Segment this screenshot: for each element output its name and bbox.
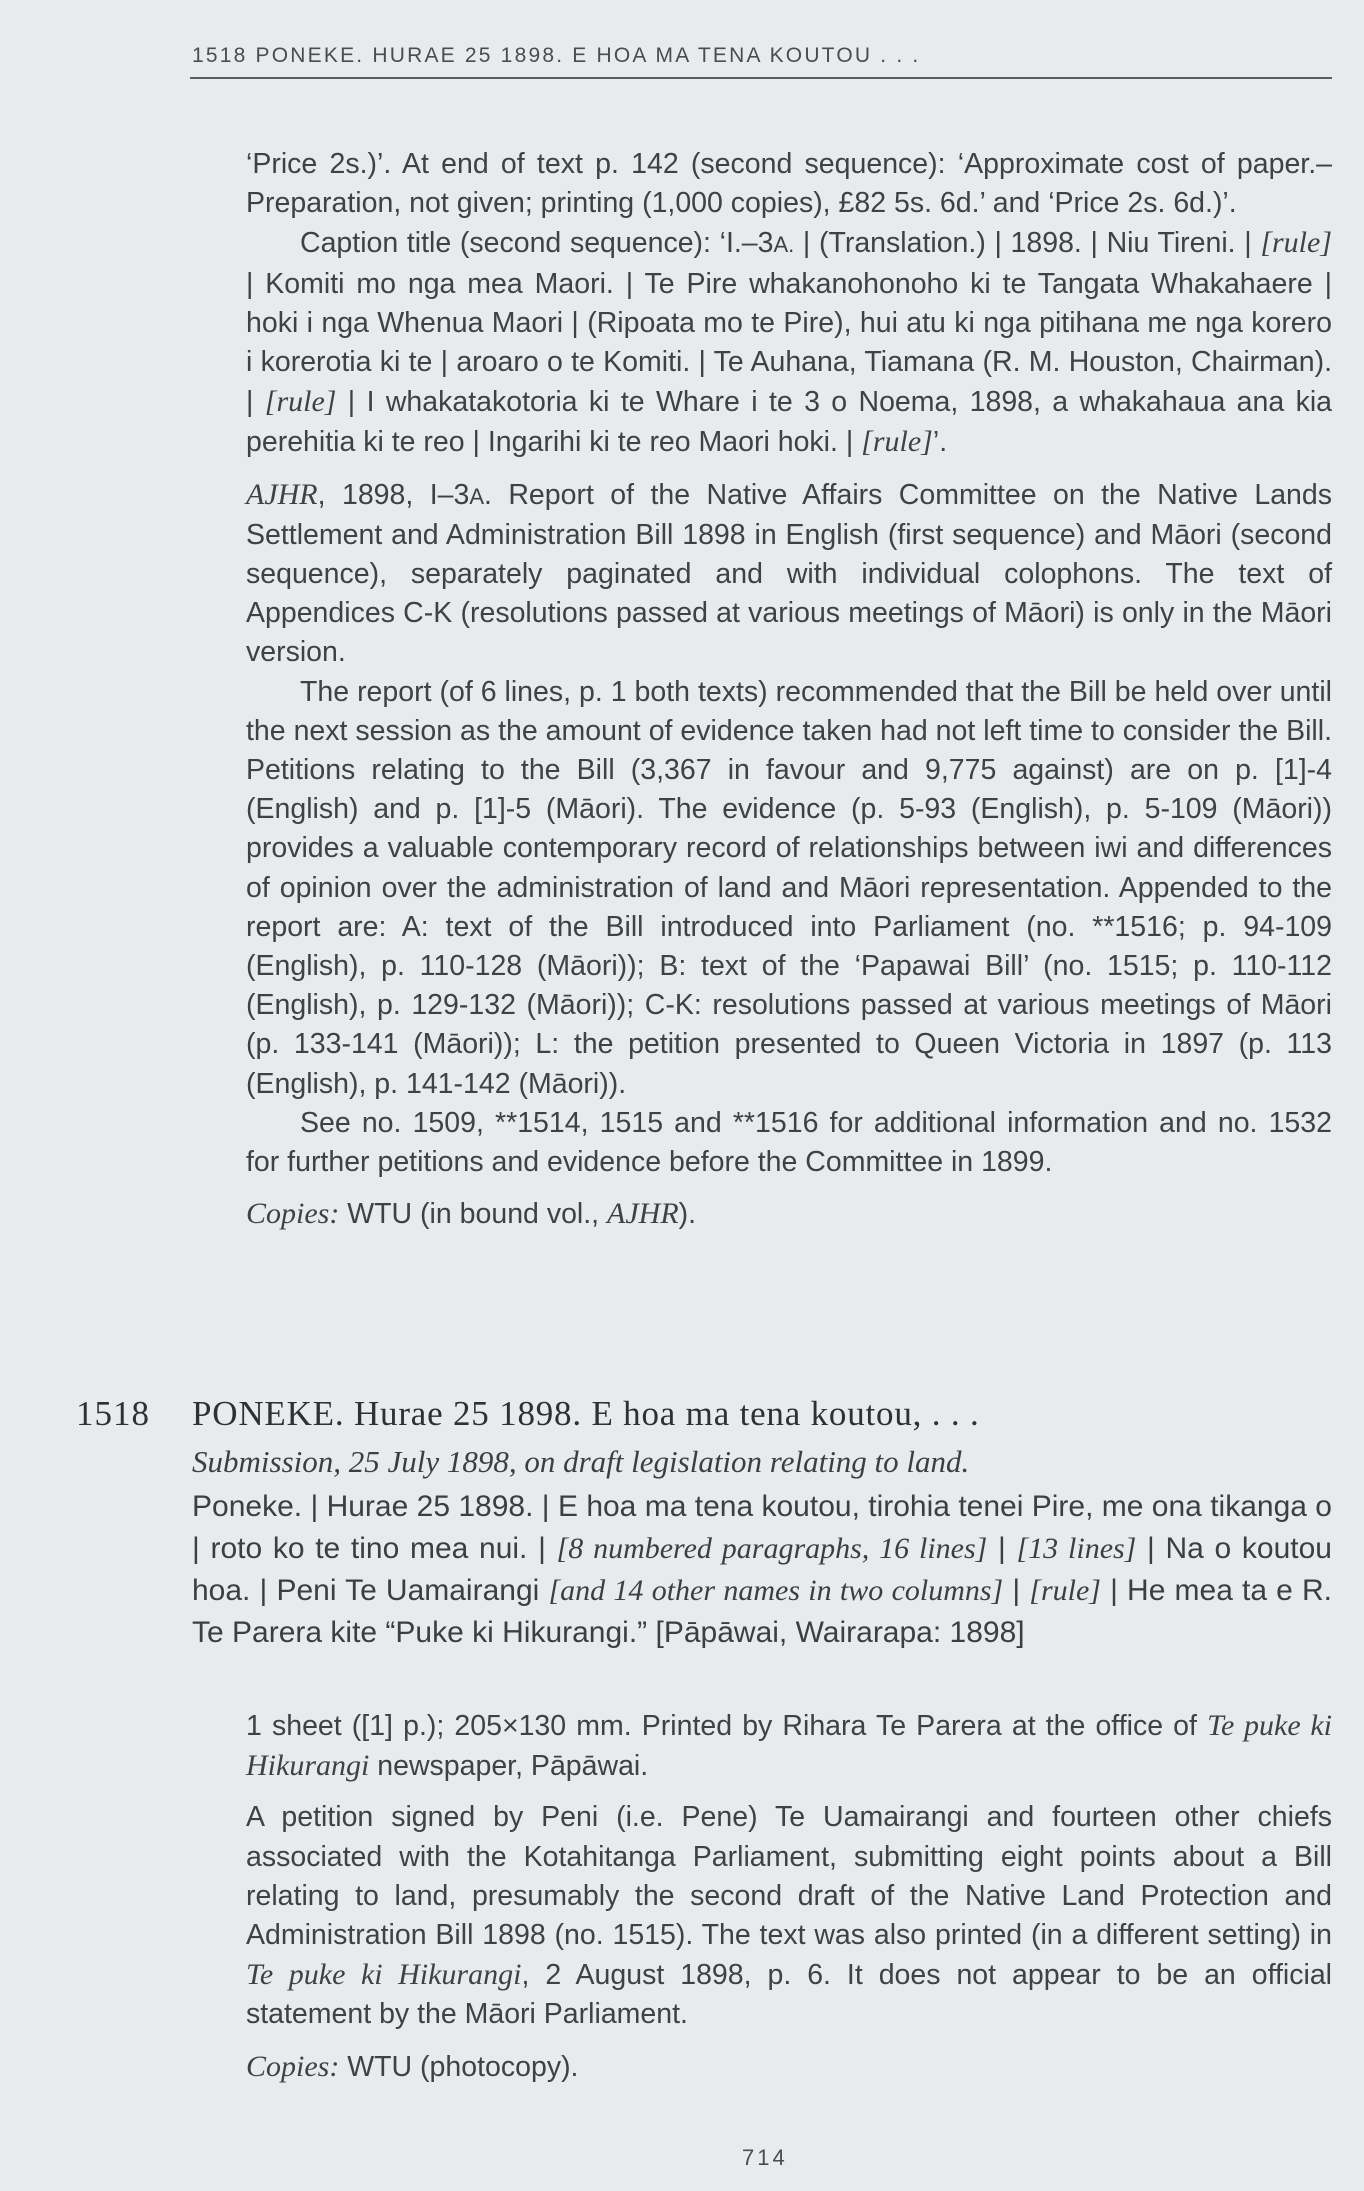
petition-description: A petition signed by Peni (i.e. Pene) Te Uamairangi and fourteen other chiefs associated with the Kotahitanga Parliament, submitting eight points about a Bill relating to land, presumably the second draft of the Native Land Protection and Administration Bill 1898 (no. 1515). The text was also printed (in a different setting) in Te puke ki Hikurangi, 2 August 1898, p. 6. It does not appear to be an official statement by the Māori Parliament.: [246, 1801, 1333, 2031]
page-number: 714: [742, 2145, 788, 2170]
entry-transcription: [192, 1486, 1332, 1654]
copies-note: Copies: WTU (in bound vol., AJHR).: [246, 1197, 697, 1231]
see-also-note: See no. 1509, **1514, 1515 and **1516 for additional information and no. 1532 for further petitions and evidence before the Committee in 1899.: [246, 1106, 1332, 1179]
price-note: ‘Price 2s.)’. At end of text p. 142 (second sequence): ‘Approximate cost of paper.–Preparation, not given; printing (1,000 copies), £82 5s. 6d.’ and ‘Price 2s. 6d.)’.: [246, 148, 1332, 220]
copies-note: Copies: WTU (photocopy).: [246, 2049, 579, 2083]
rule-mark: [rule]: [861, 425, 933, 459]
physical-description: 1 sheet ([1] p.); 205×130 mm. Printed by Rihara Te Parera at the office of Te puke ki Hikurangi newspaper, Pāpāwai.: [246, 1709, 1333, 1783]
report-summary-note: The report (of 6 lines, p. 1 both texts) recommended that the Bill be held over until the next session as the amount of evidence taken had not left time to consider the Bill. Petitions relating to the Bill (3,367 in favour and 9,775 against) are on p. [1]-4 (English) and p. [1]-5 (Māori). The evidence (p. 5-93 (English), p. 5-109 (Māori)) provides a valuable contemporary record of relationships between iwi and differences of opinion over the administration of land and Māori representation. Appended to the report are: A: text of the Bill introduced into Parliament (no. **1516; p. 94-109 (English), p. 110-128 (Māori)); B: text of the ‘Papawai Bill’ (no. 1515; p. 110-112 (English), p. 129-132 (Māori)); C-K: resolutions passed at various meetings of Māori (p. 133-141 (Māori)); L: the petition presented to Queen Victoria in 1897 (p. 113 (English), p. 141-142 (Māori)).: [246, 675, 1332, 1100]
previous-entry-notes: [246, 145, 1332, 1234]
entry-title: PONEKE. Hurae 25 1898. E hoa ma tena koutou, . . .: [192, 1394, 980, 1433]
header-rule: [190, 77, 1332, 79]
rule-mark: [rule]: [1260, 226, 1332, 260]
running-head: 1518 PONEKE. HURAE 25 1898. E HOA MA TENA KOUTOU . . .: [192, 44, 921, 67]
caption-title-note: Caption title (second sequence): ‘I.–3A. | (Translation.) | 1898. | Niu Tireni. | [rule] | Komiti mo nga mea Maori. | Te Pire whakanohonoho ki te Tangata Whakahaere | hoki i nga Whenua Maori | (Ripoata mo te Pire), hui atu ki nga pitihana me nga korero i korerotia ki te | aroaro o te Komiti. | Te Auhana, Tiamana (R. M. Houston, Chairman). | [rule] | I whakatakotoria ki te Whare i te 3 o Noema, 1898, a whakahaua ana kia perehitia ki te reo | Ingarihi ki te reo Maori hoki. | [rule]’.: [246, 226, 1332, 459]
ajhr-report-note: AJHR, 1898, I–3A. Report of the Native Affairs Committee on the Native Lands Settlement and Administration Bill 1898 in English (first sequence) and Māori (second sequence), separately paginated and with individual colophons. The text of Appendices C-K (resolutions passed at various meetings of Māori) is only in the Māori version.: [246, 477, 1332, 669]
entry-description: [246, 1706, 1332, 2087]
rule-mark: [rule]: [264, 385, 337, 419]
entry-number: 1518: [76, 1394, 150, 1433]
entry-subtitle: Submission, 25 July 1898, on draft legislation relating to land.: [192, 1444, 970, 1479]
transcription-text: Poneke. | Hurae 25 1898. | E hoa ma tena koutou, tirohia tenei Pire, me ona tikanga o | roto ko te tino mea nui. | [8 numbered paragraphs, 16 lines] | [13 lines] | Na o koutou hoa. | Peni Te Uamairangi [and 14 other names in two columns] | [rule] | He mea ta e R. Te Parera kite “Puke ki Hikurangi.” [Pāpāwai, Wairarapa: 1898]: [192, 1490, 1332, 1649]
